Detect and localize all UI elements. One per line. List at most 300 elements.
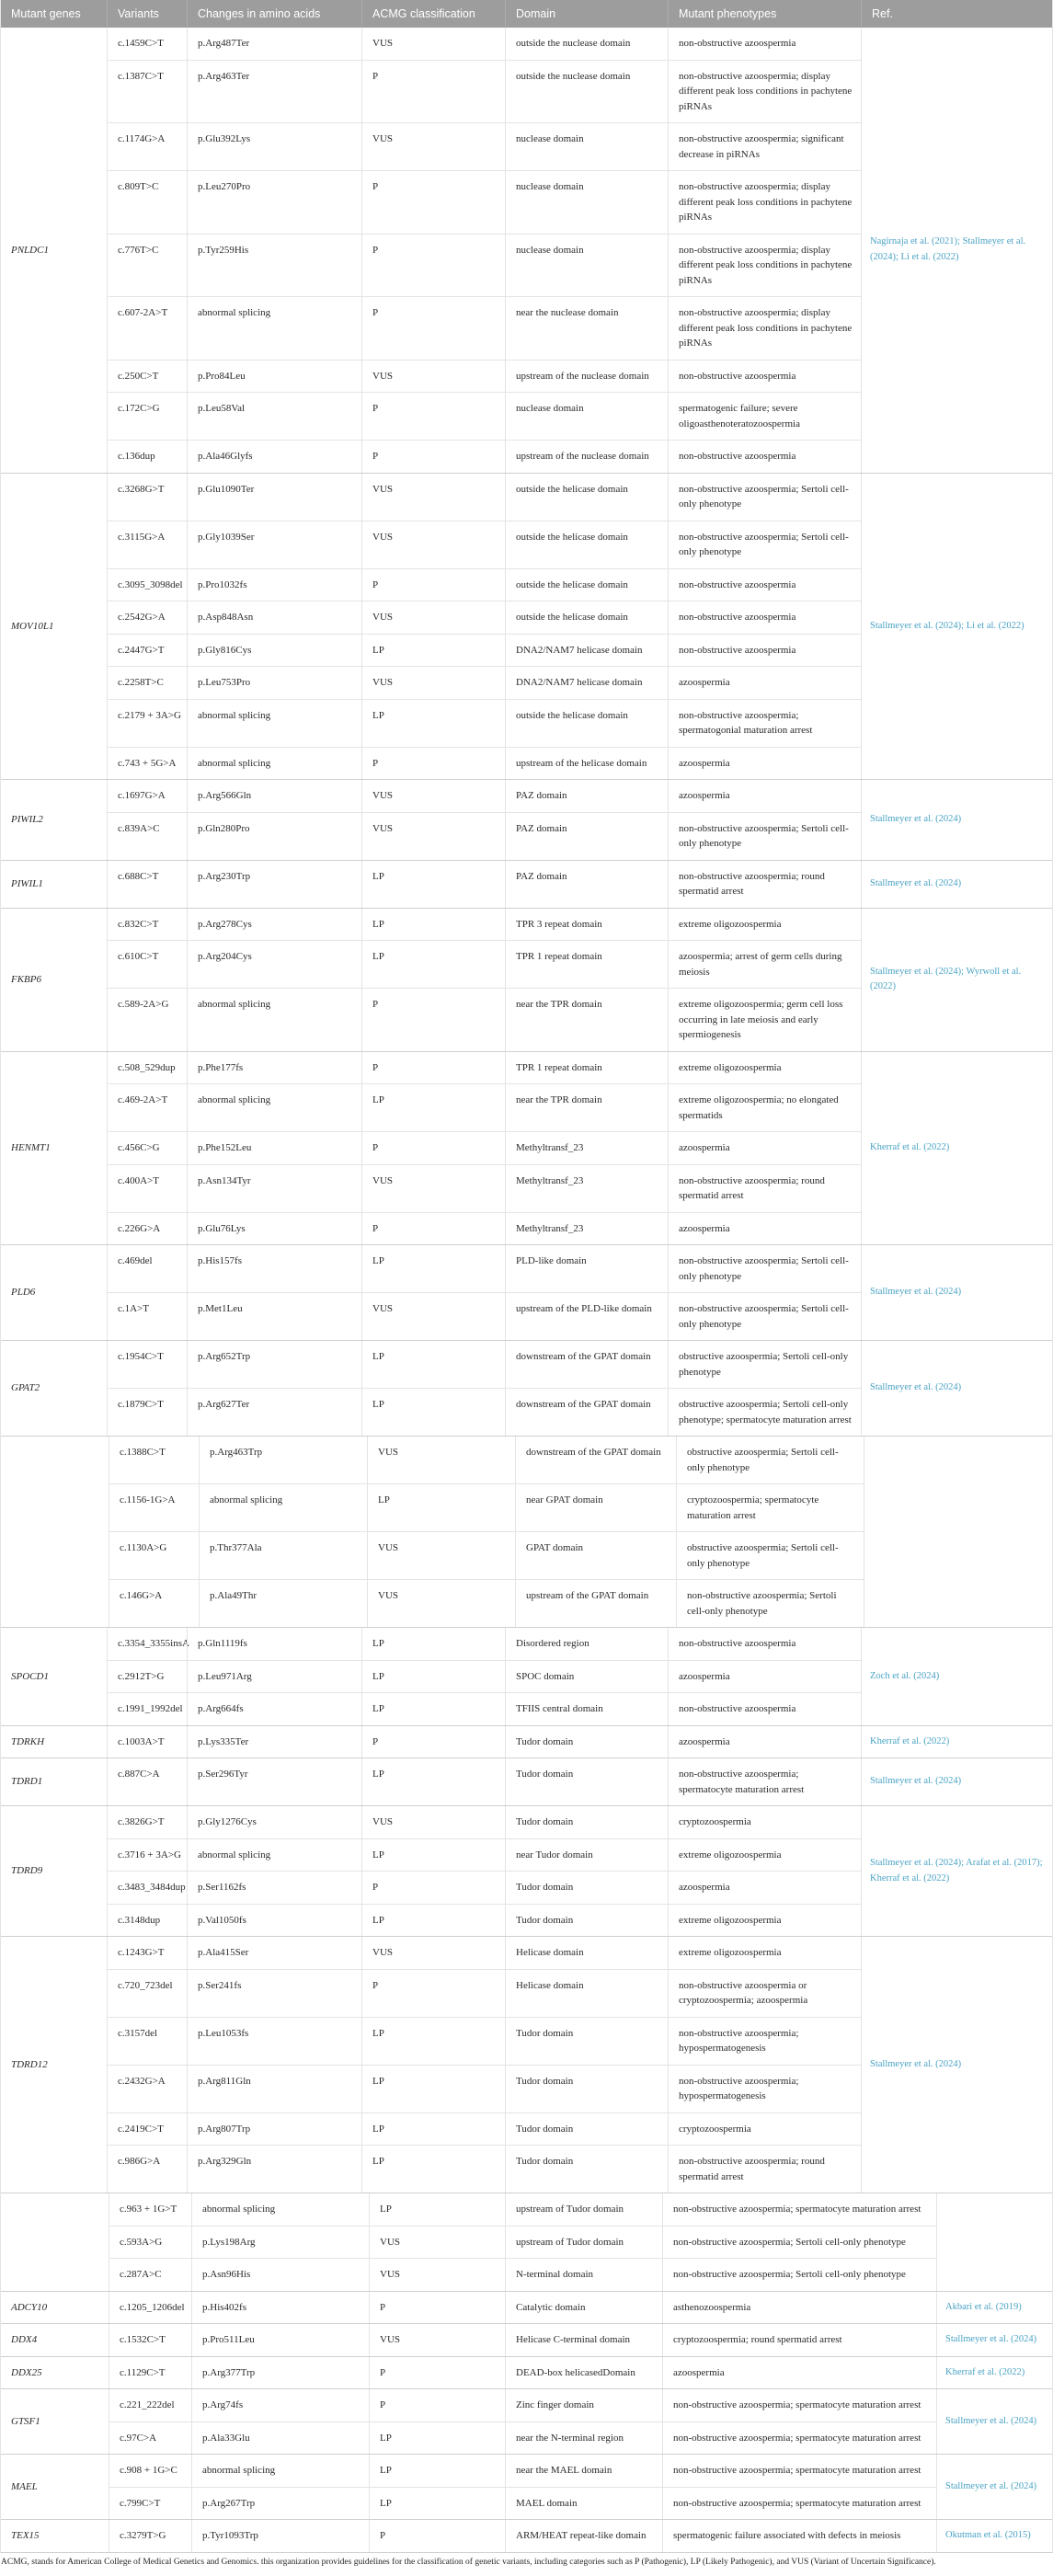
variant-cell: c.3095_3098del	[107, 568, 187, 601]
gene-name-cell: TDRKH	[11, 1735, 45, 1747]
acmg-cell: LP	[361, 2112, 505, 2146]
column-header-variants: Variants	[107, 0, 187, 28]
domain-cell: Tudor domain	[505, 1871, 668, 1904]
domain-cell: PAZ domain	[505, 861, 668, 908]
variant-cell: c.508_529dup	[107, 1052, 187, 1084]
acmg-cell: P	[361, 296, 505, 360]
variant-cell: c.221_222del	[109, 2389, 191, 2421]
phenotype-cell: non-obstructive azoospermia or cryptozoospermia; azoospermia	[668, 1969, 861, 2017]
acmg-cell: VUS	[361, 1292, 505, 1340]
acmg-cell: P	[369, 2357, 505, 2389]
citation-link[interactable]: Kherraf et al. (2022)	[870, 1142, 950, 1153]
domain-cell: Tudor domain	[505, 1758, 668, 1805]
domain-cell: N-terminal domain	[505, 2258, 662, 2291]
citation-link[interactable]: Stallmeyer et al. (2024)	[870, 2058, 962, 2069]
variant-cell: c.963 + 1G>T	[109, 2193, 191, 2226]
domain-cell: near the TPR domain	[505, 988, 668, 1051]
domain-cell: Zinc finger domain	[505, 2389, 662, 2421]
citation-link[interactable]: Stallmeyer et al. (2024)	[945, 2480, 1037, 2491]
phenotype-cell: non-obstructive azoospermia; hypospermatogenesis	[668, 2017, 861, 2065]
phenotype-cell: azoospermia	[668, 1726, 861, 1758]
amino-acid-change-cell: abnormal splicing	[187, 1083, 361, 1131]
domain-cell: Methyltransf_23	[505, 1164, 668, 1212]
variant-cell: c.1388C>T	[109, 1437, 199, 1483]
gene-section-mael	[1, 2454, 1052, 2519]
phenotype-cell: azoospermia	[668, 1871, 861, 1904]
phenotype-cell: non-obstructive azoospermia; hypospermatogenesis	[668, 2065, 861, 2112]
domain-cell: upstream of Tudor domain	[505, 2226, 662, 2259]
acmg-cell: P	[361, 60, 505, 123]
amino-acid-change-cell: p.Leu270Pro	[187, 170, 361, 234]
amino-acid-change-cell: p.Glu392Lys	[187, 122, 361, 170]
amino-acid-change-cell: p.Pro1032fs	[187, 568, 361, 601]
phenotype-cell: non-obstructive azoospermia; spermatocyte maturation arrest	[662, 2487, 936, 2520]
phenotype-cell: obstructive azoospermia; Sertoli cell-only phenotype	[676, 1437, 864, 1483]
acmg-cell: LP	[369, 2455, 505, 2487]
phenotype-cell: obstructive azoospermia; Sertoli cell-only phenotype	[676, 1531, 864, 1579]
domain-cell: PLD-like domain	[505, 1245, 668, 1292]
acmg-cell: VUS	[367, 1437, 515, 1483]
acmg-cell: VUS	[367, 1579, 515, 1627]
acmg-cell: LP	[361, 2065, 505, 2112]
domain-cell: Tudor domain	[505, 2017, 668, 2065]
gene-section-continued-14	[1, 2192, 1052, 2291]
variant-cell: c.1387C>T	[107, 60, 187, 123]
ref-cell	[936, 2455, 1052, 2519]
amino-acid-change-cell: abnormal splicing	[187, 699, 361, 747]
acmg-cell: LP	[361, 1838, 505, 1872]
acmg-cell: LP	[361, 1904, 505, 1937]
gene-section-tdrkh	[1, 1725, 1052, 1758]
domain-cell: DEAD-box helicasedDomain	[505, 2357, 662, 2389]
amino-acid-change-cell: p.Ser241fs	[187, 1969, 361, 2017]
variant-cell: c.3483_3484dup	[107, 1871, 187, 1904]
amino-acid-change-cell: p.Tyr1093Trp	[191, 2520, 369, 2552]
domain-cell: near the nuclease domain	[505, 296, 668, 360]
citation-link[interactable]: Stallmeyer et al. (2024)	[870, 1382, 962, 1393]
phenotype-cell: azoospermia	[668, 1660, 861, 1693]
phenotype-cell: azoospermia	[668, 780, 861, 812]
domain-cell: PAZ domain	[505, 780, 668, 812]
acmg-cell: LP	[361, 909, 505, 941]
phenotype-cell: non-obstructive azoospermia; display different peak loss conditions in pachytene piRNAs	[668, 60, 861, 123]
ref-cell	[861, 1341, 1052, 1436]
domain-cell: outside the nuclease domain	[505, 60, 668, 123]
phenotype-cell: non-obstructive azoospermia	[668, 440, 861, 473]
gene-section-pnldc1	[1, 28, 1052, 473]
domain-cell: upstream of the nuclease domain	[505, 440, 668, 473]
variant-cell: c.1156-1G>A	[109, 1483, 199, 1531]
citation-link[interactable]: Nagirnaja et al. (2021)	[870, 236, 958, 247]
domain-cell: TPR 3 repeat domain	[505, 909, 668, 941]
domain-cell: TFIIS central domain	[505, 1692, 668, 1725]
ref-cell	[936, 2389, 1052, 2454]
acmg-cell: VUS	[361, 360, 505, 393]
acmg-cell: LP	[361, 699, 505, 747]
amino-acid-change-cell: p.Arg230Trp	[187, 861, 361, 908]
domain-cell: near the N-terminal region	[505, 2421, 662, 2455]
variant-cell: c.1954C>T	[107, 1341, 187, 1388]
acmg-cell: P	[361, 392, 505, 440]
variant-cell: c.287A>C	[109, 2258, 191, 2291]
acmg-cell: LP	[361, 1388, 505, 1436]
domain-cell: downstream of the GPAT domain	[505, 1341, 668, 1388]
variant-cell: c.146G>A	[109, 1579, 199, 1627]
column-header-amino-acid-changes: Changes in amino acids	[187, 0, 361, 28]
amino-acid-change-cell: abnormal splicing	[191, 2455, 369, 2487]
amino-acid-change-cell: p.Tyr259His	[187, 234, 361, 297]
citation-link[interactable]: Kherraf et al. (2022)	[870, 1872, 950, 1883]
phenotype-cell: non-obstructive azoospermia; round spermatid arrest	[668, 1164, 861, 1212]
acmg-cell: LP	[361, 861, 505, 908]
variant-cell: c.1879C>T	[107, 1388, 187, 1436]
domain-cell: nuclease domain	[505, 392, 668, 440]
variant-cell: c.250C>T	[107, 360, 187, 393]
variant-cell: c.3826G>T	[107, 1806, 187, 1838]
citation-link[interactable]: Okutman et al. (2015)	[945, 2530, 1031, 2541]
phenotype-cell: non-obstructive azoospermia; Sertoli cell-only phenotype	[668, 1245, 861, 1292]
variant-cell: c.776T>C	[107, 234, 187, 297]
variant-cell: c.1205_1206del	[109, 2292, 191, 2324]
phenotype-cell: non-obstructive azoospermia	[668, 28, 861, 60]
acmg-cell: P	[361, 1726, 505, 1758]
ref-cell: Stallmeyer et al. (2024); Wyrwoll et al. (2022)	[861, 909, 1052, 1051]
ref-cell	[936, 2193, 1052, 2291]
citation-link[interactable]: Stallmeyer et al. (2024)	[945, 2334, 1037, 2345]
variant-cell: c.832C>T	[107, 909, 187, 941]
gene-name-cell: HENMT1	[11, 1142, 51, 1153]
acmg-cell: LP	[369, 2421, 505, 2455]
gene-name-cell: GPAT2	[11, 1382, 40, 1394]
ref-cell	[861, 1245, 1052, 1340]
variant-cell: c.1459C>T	[107, 28, 187, 60]
ref-cell	[861, 1628, 1052, 1725]
acmg-cell: LP	[367, 1483, 515, 1531]
acmg-cell: LP	[361, 1245, 505, 1292]
acmg-cell: LP	[361, 2017, 505, 2065]
variant-cell: c.2447G>T	[107, 634, 187, 667]
gene-section-gpat2	[1, 1340, 1052, 1436]
amino-acid-change-cell: p.Pro84Leu	[187, 360, 361, 393]
phenotype-cell: obstructive azoospermia; Sertoli cell-only phenotype; spermatocyte maturation arrest	[668, 1388, 861, 1436]
acmg-cell: LP	[361, 634, 505, 667]
gene-name-cell	[1, 1437, 109, 1627]
domain-cell: upstream of the helicase domain	[505, 747, 668, 780]
citation-link[interactable]: Stallmeyer et al. (2024)	[870, 814, 962, 825]
domain-cell: Helicase domain	[505, 1937, 668, 1969]
citation-link[interactable]: Stallmeyer et al. (2024)	[870, 236, 1026, 262]
gene-name-cell: DDX4	[11, 2334, 38, 2345]
domain-cell: DNA2/NAM7 helicase domain	[505, 666, 668, 699]
gene-name-cell: DDX25	[11, 2366, 42, 2378]
domain-cell: Catalytic domain	[505, 2292, 662, 2324]
amino-acid-change-cell: p.Arg278Cys	[187, 909, 361, 941]
ref-cell: Stallmeyer et al. (2024); Li et al. (2022)	[861, 474, 1052, 780]
phenotype-cell: non-obstructive azoospermia	[668, 568, 861, 601]
amino-acid-change-cell: p.Asn96His	[191, 2258, 369, 2291]
amino-acid-change-cell: p.Ala33Glu	[191, 2421, 369, 2455]
amino-acid-change-cell: p.Phe152Leu	[187, 1131, 361, 1164]
amino-acid-change-cell: p.Met1Leu	[187, 1292, 361, 1340]
gene-name-cell: PLD6	[11, 1287, 36, 1299]
amino-acid-change-cell: abnormal splicing	[187, 747, 361, 780]
citation-link[interactable]: Kherraf et al. (2022)	[870, 1735, 950, 1746]
gene-section-pld6	[1, 1244, 1052, 1340]
citation-link[interactable]: Stallmeyer et al. (2024)	[945, 2415, 1037, 2426]
domain-cell: GPAT domain	[515, 1531, 676, 1579]
phenotype-cell: extreme oligozoospermia	[668, 1937, 861, 1969]
citation-link[interactable]: Wyrwoll et al. (2022)	[870, 966, 1022, 991]
variant-cell: c.172C>G	[107, 392, 187, 440]
acmg-cell: P	[361, 234, 505, 297]
variant-cell: c.1130A>G	[109, 1531, 199, 1579]
gene-name-cell: MAEL	[11, 2480, 38, 2492]
variant-cell: c.2419C>T	[107, 2112, 187, 2146]
acmg-cell: P	[361, 440, 505, 473]
amino-acid-change-cell: p.Asp848Asn	[187, 601, 361, 634]
phenotype-cell: non-obstructive azoospermia	[668, 1692, 861, 1725]
acmg-cell: LP	[361, 1341, 505, 1388]
amino-acid-change-cell: p.Leu1053fs	[187, 2017, 361, 2065]
phenotype-cell: non-obstructive azoospermia; Sertoli cell-only phenotype	[662, 2258, 936, 2291]
acmg-cell: LP	[361, 940, 505, 988]
gene-section-henmt1	[1, 1051, 1052, 1245]
amino-acid-change-cell: abnormal splicing	[187, 296, 361, 360]
citation-link[interactable]: Stallmeyer et al. (2024)	[870, 877, 962, 888]
variant-cell: c.3148dup	[107, 1904, 187, 1937]
citation-link[interactable]: Akbari et al. (2019)	[945, 2301, 1022, 2312]
acmg-cell: LP	[361, 1628, 505, 1660]
ref-cell	[936, 2324, 1052, 2356]
amino-acid-change-cell: p.Gly1276Cys	[187, 1806, 361, 1838]
domain-cell: nuclease domain	[505, 234, 668, 297]
acmg-cell: P	[361, 1871, 505, 1904]
variant-cell: c.809T>C	[107, 170, 187, 234]
amino-acid-change-cell: p.Val1050fs	[187, 1904, 361, 1937]
column-header-ref: Ref.	[861, 0, 1052, 28]
domain-cell: TPR 1 repeat domain	[505, 940, 668, 988]
domain-cell: PAZ domain	[505, 812, 668, 860]
ref-cell: Nagirnaja et al. (2021); Stallmeyer et al. (2024); Li et al. (2022)	[861, 28, 1052, 473]
amino-acid-change-cell: p.Gly1039Ser	[187, 521, 361, 568]
column-header-mutant-genes: Mutant genes	[11, 7, 81, 20]
phenotype-cell: non-obstructive azoospermia; Sertoli cell-only phenotype	[668, 1292, 861, 1340]
table-body	[1, 28, 1052, 2552]
acmg-cell: LP	[369, 2193, 505, 2226]
citation-link[interactable]: Stallmeyer et al. (2024)	[870, 1287, 962, 1298]
phenotype-cell: extreme oligozoospermia	[668, 909, 861, 941]
table-footnote: ACMG, stands for American College of Medical Genetics and Genomics. this organization provides guidelines for the classification of genetic variants, including categories such as P (Pathogenic), LP (Likely Pathogenic), and VUS (Variant of Uncertain Significance).	[1, 2557, 936, 2567]
amino-acid-change-cell: p.Arg377Trp	[191, 2357, 369, 2389]
domain-cell: Disordered region	[505, 1628, 668, 1660]
acmg-cell: VUS	[361, 1164, 505, 1212]
domain-cell: DNA2/NAM7 helicase domain	[505, 634, 668, 667]
acmg-cell: LP	[369, 2487, 505, 2520]
gene-section-piwil1	[1, 860, 1052, 908]
amino-acid-change-cell: abnormal splicing	[191, 2193, 369, 2226]
amino-acid-change-cell: p.Arg627Ter	[187, 1388, 361, 1436]
ref-cell	[936, 2520, 1052, 2552]
amino-acid-change-cell: p.Ala415Ser	[187, 1937, 361, 1969]
phenotype-cell: azoospermia	[662, 2357, 936, 2389]
amino-acid-change-cell: p.Gly816Cys	[187, 634, 361, 667]
amino-acid-change-cell: p.Arg74fs	[191, 2389, 369, 2421]
column-header-acmg-classification: ACMG classification	[361, 0, 505, 28]
gene-section-fkbp6	[1, 908, 1052, 1051]
acmg-cell: LP	[361, 2145, 505, 2192]
variant-cell: c.839A>C	[107, 812, 187, 860]
variant-cell: c.3279T>G	[109, 2520, 191, 2552]
citation-link[interactable]: Li et al. (2022)	[966, 620, 1024, 631]
variant-cell: c.3268G>T	[107, 474, 187, 521]
domain-cell: upstream of the nuclease domain	[505, 360, 668, 393]
phenotype-cell: cryptozoospermia; round spermatid arrest	[662, 2324, 936, 2356]
phenotype-cell: azoospermia; arrest of germ cells during meiosis	[668, 940, 861, 988]
phenotype-cell: spermatogenic failure associated with defects in meiosis	[662, 2520, 936, 2552]
phenotype-cell: non-obstructive azoospermia; Sertoli cell-only phenotype	[668, 474, 861, 521]
domain-cell: Tudor domain	[505, 1726, 668, 1758]
amino-acid-change-cell: abnormal splicing	[187, 988, 361, 1051]
phenotype-cell: non-obstructive azoospermia; spermatocyte maturation arrest	[662, 2193, 936, 2226]
acmg-cell: VUS	[361, 1937, 505, 1969]
variant-cell: c.1697G>A	[107, 780, 187, 812]
citation-link[interactable]: Stallmeyer et al. (2024)	[870, 1776, 962, 1787]
domain-cell: TPR 1 repeat domain	[505, 1052, 668, 1084]
variant-cell: c.1A>T	[107, 1292, 187, 1340]
citation-link[interactable]: Arafat et al. (2017)	[966, 1858, 1040, 1869]
ref-cell	[936, 2292, 1052, 2324]
variant-cell: c.1129C>T	[109, 2357, 191, 2389]
phenotype-cell: non-obstructive azoospermia; display different peak loss conditions in pachytene piRNAs	[668, 296, 861, 360]
domain-cell: downstream of the GPAT domain	[515, 1437, 676, 1483]
amino-acid-change-cell: p.Leu58Val	[187, 392, 361, 440]
acmg-cell: P	[369, 2520, 505, 2552]
amino-acid-change-cell: p.Ser296Tyr	[187, 1758, 361, 1805]
acmg-cell: P	[361, 747, 505, 780]
column-header-domain: Domain	[505, 0, 668, 28]
domain-cell: Tudor domain	[505, 2065, 668, 2112]
column-header-mutant-phenotypes: Mutant phenotypes	[668, 0, 861, 28]
gene-name-cell: GTSF1	[11, 2415, 40, 2427]
ref-cell	[861, 1937, 1052, 2192]
amino-acid-change-cell: abnormal splicing	[187, 1838, 361, 1872]
amino-acid-change-cell: p.His402fs	[191, 2292, 369, 2324]
phenotype-cell: non-obstructive azoospermia; significant decrease in piRNAs	[668, 122, 861, 170]
domain-cell: SPOC domain	[505, 1660, 668, 1693]
acmg-cell: VUS	[361, 601, 505, 634]
acmg-cell: VUS	[361, 780, 505, 812]
amino-acid-change-cell: abnormal splicing	[199, 1483, 367, 1531]
phenotype-cell: non-obstructive azoospermia; spermatocyte maturation arrest	[662, 2455, 936, 2487]
phenotype-cell: spermatogenic failure; severe oligoasthenoteratozoospermia	[668, 392, 861, 440]
amino-acid-change-cell: p.Arg664fs	[187, 1692, 361, 1725]
domain-cell: Helicase C-terminal domain	[505, 2324, 662, 2356]
variant-cell: c.908 + 1G>C	[109, 2455, 191, 2487]
phenotype-cell: cryptozoospermia; spermatocyte maturation arrest	[676, 1483, 864, 1531]
variant-cell: c.589-2A>G	[107, 988, 187, 1051]
amino-acid-change-cell: p.Arg463Ter	[187, 60, 361, 123]
acmg-cell: VUS	[369, 2324, 505, 2356]
variant-cell: c.3157del	[107, 2017, 187, 2065]
amino-acid-change-cell: p.Arg204Cys	[187, 940, 361, 988]
variant-cell: c.136dup	[107, 440, 187, 473]
amino-acid-change-cell: p.Arg811Gln	[187, 2065, 361, 2112]
acmg-cell: P	[361, 1052, 505, 1084]
acmg-cell: VUS	[361, 666, 505, 699]
acmg-cell: P	[361, 170, 505, 234]
ref-cell	[861, 780, 1052, 860]
acmg-cell: VUS	[361, 122, 505, 170]
acmg-cell: LP	[361, 1083, 505, 1131]
domain-cell: outside the helicase domain	[505, 521, 668, 568]
acmg-cell: P	[361, 988, 505, 1051]
gene-name-cell: MOV10L1	[11, 620, 54, 632]
citation-link[interactable]: Kherraf et al. (2022)	[945, 2366, 1025, 2377]
acmg-cell: LP	[361, 1692, 505, 1725]
gene-section-tex15	[1, 2519, 1052, 2552]
variant-cell: c.456C>G	[107, 1131, 187, 1164]
citation-link[interactable]: Stallmeyer et al. (2024)	[870, 620, 962, 631]
gene-section-continued-8	[1, 1436, 1052, 1627]
amino-acid-change-cell: p.Arg487Ter	[187, 28, 361, 60]
amino-acid-change-cell: p.Arg566Gln	[187, 780, 361, 812]
acmg-cell: P	[361, 568, 505, 601]
phenotype-cell: non-obstructive azoospermia; round spermatid arrest	[668, 2145, 861, 2192]
gene-name-cell: FKBP6	[11, 973, 41, 985]
ref-cell	[864, 1437, 1052, 1627]
phenotype-cell: non-obstructive azoospermia; spermatocyte maturation arrest	[662, 2421, 936, 2455]
acmg-cell: P	[361, 1131, 505, 1164]
domain-cell: outside the helicase domain	[505, 474, 668, 521]
variant-cell: c.2179 + 3A>G	[107, 699, 187, 747]
phenotype-cell: extreme oligozoospermia; no elongated spermatids	[668, 1083, 861, 1131]
phenotype-cell: cryptozoospermia	[668, 2112, 861, 2146]
amino-acid-change-cell: p.Gln280Pro	[187, 812, 361, 860]
acmg-cell: VUS	[367, 1531, 515, 1579]
amino-acid-change-cell: p.Phe177fs	[187, 1052, 361, 1084]
variant-cell: c.1243G>T	[107, 1937, 187, 1969]
amino-acid-change-cell: p.Leu753Pro	[187, 666, 361, 699]
acmg-cell: LP	[361, 1660, 505, 1693]
gene-name-cell: TDRD1	[11, 1776, 43, 1788]
variant-cell: c.3354_3355insA	[107, 1628, 187, 1660]
acmg-cell: VUS	[361, 474, 505, 521]
acmg-cell: VUS	[369, 2226, 505, 2259]
domain-cell: Methyltransf_23	[505, 1212, 668, 1245]
phenotype-cell: non-obstructive azoospermia; Sertoli cell-only phenotype	[668, 521, 861, 568]
variant-cell: c.1532C>T	[109, 2324, 191, 2356]
gene-section-gtsf1	[1, 2388, 1052, 2454]
gene-name-cell: PNLDC1	[11, 244, 49, 256]
variant-cell: c.469-2A>T	[107, 1083, 187, 1131]
gene-name-cell: PIWIL1	[11, 877, 43, 889]
citation-link[interactable]: Li et al. (2022)	[900, 251, 959, 262]
domain-cell: upstream of Tudor domain	[505, 2193, 662, 2226]
variant-cell: c.799C>T	[109, 2487, 191, 2520]
phenotype-cell: non-obstructive azoospermia; Sertoli cell-only phenotype	[662, 2226, 936, 2259]
citation-link[interactable]: Stallmeyer et al. (2024)	[870, 966, 962, 977]
domain-cell: nuclease domain	[505, 170, 668, 234]
citation-link[interactable]: Stallmeyer et al. (2024)	[870, 1858, 962, 1869]
phenotype-cell: non-obstructive azoospermia; display different peak loss conditions in pachytene piRNAs	[668, 170, 861, 234]
ref-cell: Stallmeyer et al. (2024); Arafat et al. (2017); Kherraf et al. (2022)	[861, 1806, 1052, 1936]
gene-name-cell: PIWIL2	[11, 814, 43, 825]
acmg-cell: P	[369, 2292, 505, 2324]
amino-acid-change-cell: p.Ser1162fs	[187, 1871, 361, 1904]
citation-link[interactable]: Zoch et al. (2024)	[870, 1670, 940, 1681]
amino-acid-change-cell: p.Arg267Trp	[191, 2487, 369, 2520]
variant-cell: c.97C>A	[109, 2421, 191, 2455]
